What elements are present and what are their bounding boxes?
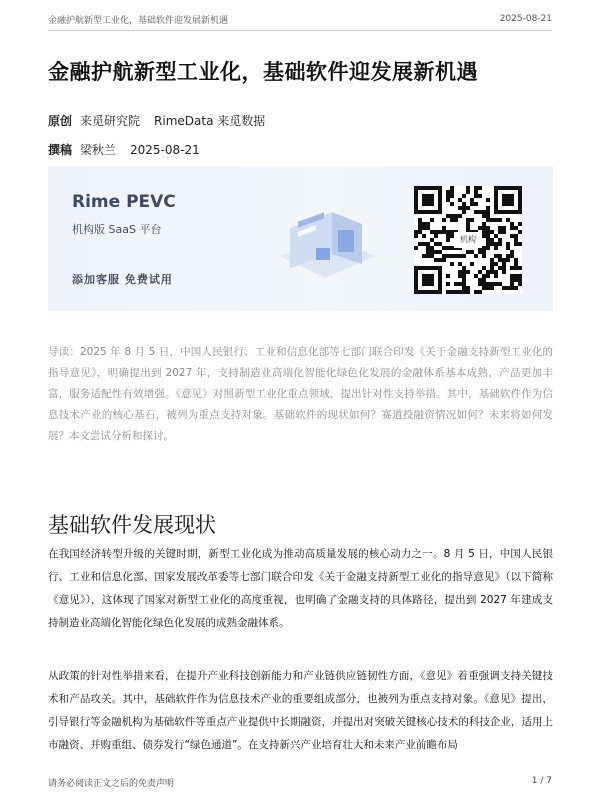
qr-code[interactable] [414, 186, 522, 294]
source-name[interactable]: 来觅研究院 [80, 114, 141, 128]
author-line [48, 141, 214, 158]
lead-paragraph: 导读：2025 年 8 月 5 日，中国人民银行、工业和信息化部等七部门联合印发《关于金融支持新型工业化的指导意见》，明确提出到 2027 年，支持制造业高端化智能化绿色化发展的金融体系基本成熟，产品更加丰富，服务适配性有效增强。《意见》对照新型工业化重点领域，提出针对性支持举措。其中，基础软件作为信息技术产业的核心基石，被列为重点支持对象。基础软件的现状如何？赛道投融资情况如何？未来将如何发展？本文尝试分析和探讨。 [48, 346, 553, 442]
qr-badge: 机构 [454, 232, 482, 248]
banner-subtitle: 机构版 SaaS 平台 [72, 223, 162, 236]
running-title: 金融护航新型工业化，基础软件迎发展新机遇 [48, 15, 229, 26]
section-heading: 基础软件发展现状 [48, 513, 216, 537]
dashboard-illustration-icon [270, 206, 380, 286]
header-divider [48, 30, 552, 31]
publish-date: 2025-08-21 [130, 143, 200, 157]
banner-product-name: Rime PEVC [72, 192, 176, 212]
source-name[interactable]: RimeData 来觅数据 [154, 114, 266, 128]
body-paragraph: 在我国经济转型升级的关键时期，新型工业化成为推动高质量发展的核心动力之一。8 月 5 日，中国人民银行、工业和信息化部、国家发展改革委等七部门联合印发《关于金融支持新型工业化的指导意见》（以下简称《意见》），这体现了国家对新型工业化的高度重视，也明确了金融支持的具体路径，提出到 2027 年建成支持制造业高端化智能化绿色化发展的成熟金融体系。 [48, 548, 553, 629]
promo-banner[interactable] [48, 166, 553, 311]
original-label: 原创 [48, 114, 73, 128]
body-paragraph: 从政策的针对性举措来看，在提升产业科技创新能力和产业链供应链韧性方面，《意见》着重强调支持关键技术和产品攻关。其中，基础软件作为信息技术产业的重要组成部分，也被列为重点支持对象。《意见》提出，引导银行等金融机构为基础软件等重点产业提供中长期融资，并提出对突破关键核心技术的科技企业，适用上市融资、并购重组、债券发行“绿色通道”。在支持新兴产业培育壮大和未来产业前瞻布局 [48, 670, 553, 751]
author-name: 梁秋兰 [80, 143, 117, 157]
page-title: 金融护航新型工业化，基础软件迎发展新机遇 [48, 60, 478, 84]
running-header [48, 10, 552, 28]
page-number: 1 / 7 [531, 776, 552, 786]
header-date: 2025-08-21 [499, 14, 552, 24]
page-footer [48, 776, 552, 790]
source-line [48, 112, 279, 129]
author-label: 撰稿 [48, 143, 73, 157]
disclaimer: 请务必阅读正文之后的免责声明 [48, 779, 175, 789]
banner-cta[interactable]: 添加客服 免费试用 [72, 273, 173, 286]
